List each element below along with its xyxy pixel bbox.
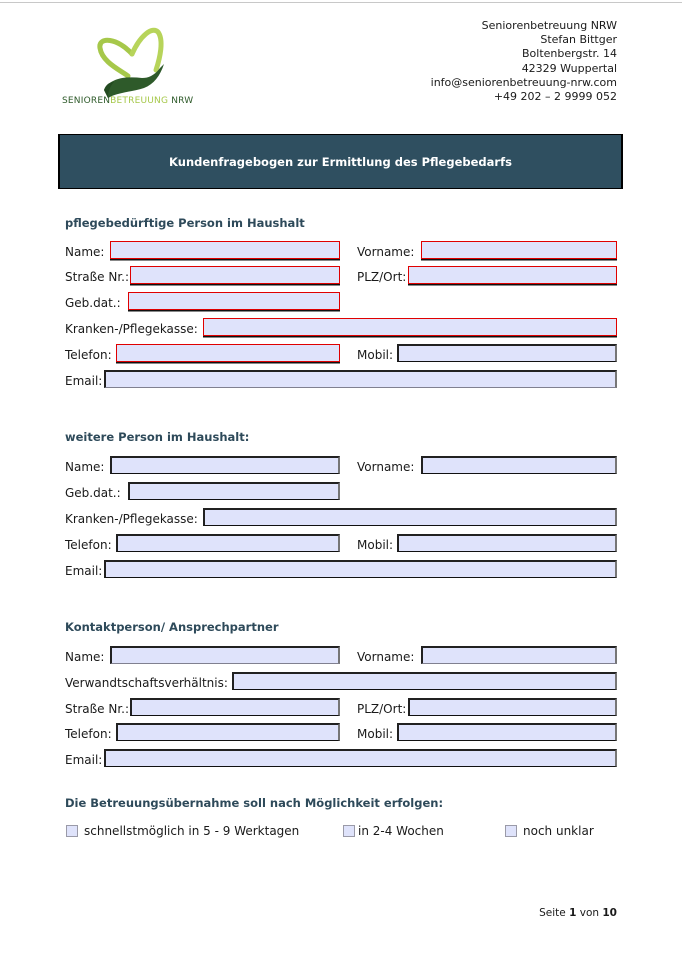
page-top-border [0, 2, 682, 3]
phone-number: +49 202 – 2 9999 052 [493, 90, 617, 104]
other-person-phone-field[interactable] [116, 534, 340, 552]
label-mobil: Mobil: [357, 538, 394, 552]
other-person-email-field[interactable] [104, 560, 617, 578]
label-strasse: Straße Nr.: [65, 270, 130, 284]
logo-text-betreuung: BETREUUNG [110, 96, 169, 106]
contact-name-field[interactable] [110, 646, 340, 664]
contact-email-field[interactable] [104, 749, 617, 767]
care-person-plz-field[interactable] [408, 266, 617, 284]
label-strasse: Straße Nr.: [65, 702, 130, 716]
label-relationship: Verwandtschaftsverhältnis: [65, 676, 228, 690]
label-gebdat: Geb.dat.: [65, 486, 121, 500]
option-label: schnellstmöglich in 5 - 9 Werktagen [84, 824, 300, 838]
contact-vorname-field[interactable] [421, 646, 617, 664]
label-telefon: Telefon: [65, 727, 112, 741]
care-person-vorname-field[interactable] [421, 241, 617, 259]
checkbox[interactable] [505, 825, 517, 837]
label-telefon: Telefon: [65, 538, 112, 552]
section-title-other-person: weitere Person im Haushalt: [65, 430, 250, 444]
email-address: info@seniorenbetreuung-nrw.com [430, 75, 617, 89]
label-mobil: Mobil: [357, 727, 394, 741]
label-mobil: Mobil: [357, 348, 394, 362]
label-vorname: Vorname: [357, 460, 415, 474]
logo-wordmark [62, 96, 193, 106]
label-vorname: Vorname: [357, 650, 415, 664]
option-label: noch unklar [523, 824, 594, 838]
label-name: Name: [65, 650, 105, 664]
contact-person: Stefan Bittger [540, 33, 617, 47]
company-address [431, 19, 617, 104]
label-name: Name: [65, 245, 105, 259]
section-title-start-date: Die Betreuungsübernahme soll nach Möglichkeit erfolgen: [65, 796, 444, 810]
care-person-birthdate-field[interactable] [128, 292, 340, 310]
care-person-name-field[interactable] [110, 241, 340, 259]
care-person-phone-field[interactable] [116, 344, 340, 362]
total-pages: 10 [602, 907, 617, 919]
care-person-insurance-field[interactable] [203, 318, 617, 336]
page-separator: von [576, 907, 603, 919]
care-person-street-field[interactable] [130, 266, 340, 284]
option-label: in 2-4 Wochen [358, 824, 444, 838]
other-person-birthdate-field[interactable] [128, 482, 340, 500]
other-person-vorname-field[interactable] [421, 456, 617, 474]
option-2-4-weeks[interactable] [343, 824, 444, 838]
label-plz: PLZ/Ort: [357, 270, 407, 284]
care-person-email-field[interactable] [104, 370, 617, 388]
contact-relationship-field[interactable] [232, 672, 617, 690]
label-email: Email: [65, 564, 103, 578]
page-prefix: Seite [539, 907, 570, 919]
label-vorname: Vorname: [357, 245, 415, 259]
label-plz: PLZ/Ort: [357, 702, 407, 716]
page-number [539, 907, 617, 919]
section-title-care-person: pflegebedürftige Person im Haushalt [65, 216, 305, 230]
contact-plz-field[interactable] [408, 698, 617, 716]
label-kasse: Kranken-/Pflegekasse: [65, 512, 198, 526]
label-kasse: Kranken-/Pflegekasse: [65, 322, 198, 336]
label-email: Email: [65, 753, 103, 767]
label-telefon: Telefon: [65, 348, 112, 362]
logo-text-nrw: NRW [168, 96, 194, 106]
label-email: Email: [65, 374, 103, 388]
contact-phone-field[interactable] [116, 723, 340, 741]
contact-mobile-field[interactable] [397, 723, 617, 741]
current-page: 1 [569, 907, 577, 919]
checkbox[interactable] [343, 825, 355, 837]
care-person-mobile-field[interactable] [397, 344, 617, 362]
city: 42329 Wuppertal [521, 61, 617, 75]
document-title: Kundenfragebogen zur Ermittlung des Pflegebedarfs [169, 154, 512, 169]
other-person-insurance-field[interactable] [203, 508, 617, 526]
contact-street-field[interactable] [130, 698, 340, 716]
option-asap[interactable] [66, 824, 299, 838]
section-title-contact-person: Kontaktperson/ Ansprechpartner [65, 620, 279, 634]
company-name: Seniorenbetreuung NRW [481, 19, 617, 32]
street: Boltenbergstr. 14 [522, 47, 617, 61]
option-unclear[interactable] [505, 824, 594, 838]
logo-text-senioren: SENIOREN [62, 96, 111, 106]
label-gebdat: Geb.dat.: [65, 296, 121, 310]
document-title-banner [58, 134, 623, 189]
checkbox[interactable] [66, 825, 78, 837]
label-name: Name: [65, 460, 105, 474]
other-person-name-field[interactable] [110, 456, 340, 474]
other-person-mobile-field[interactable] [397, 534, 617, 552]
